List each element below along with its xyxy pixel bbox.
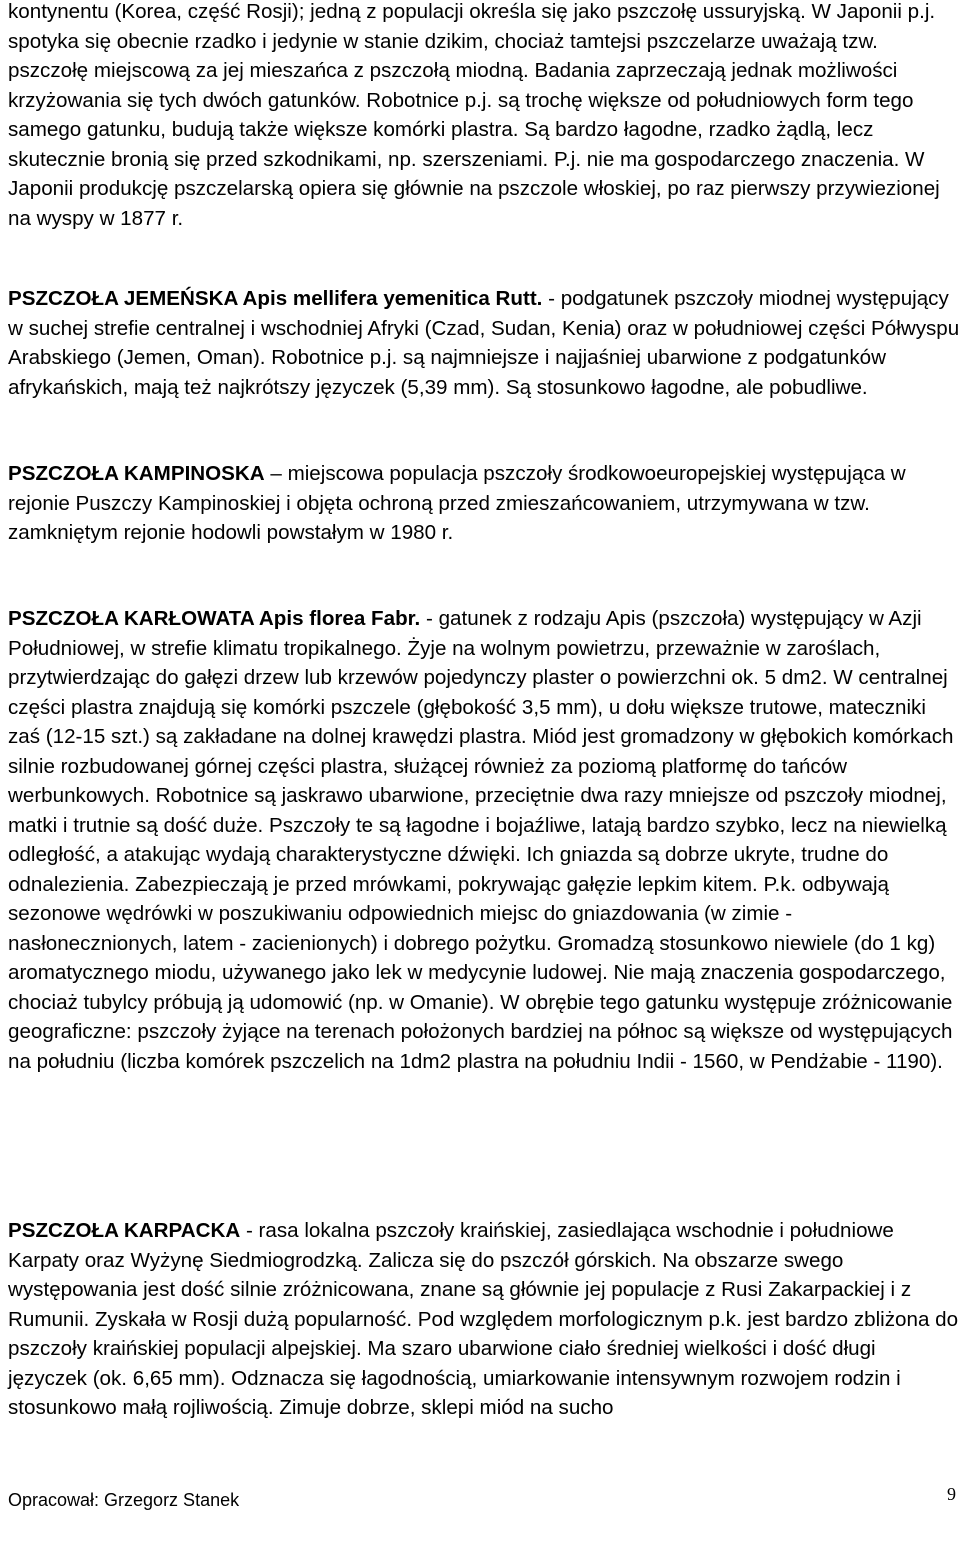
jemenska-heading: PSZCZOŁA JEMEŃSKA Apis mellifera yemenitica Rutt. <box>8 287 543 310</box>
karpacka-paragraph <box>8 1216 960 1423</box>
karpacka-text: - rasa lokalna pszczoły kraińskiej, zasiedlająca wschodnie i południowe Karpaty oraz Wyżynę Siedmiogrodzką. Zalicza się do pszczół górskich. Na obszarze swego występowania jest dość silnie zróżnicowana, znane są głównie jej populacje z Rusi Zakarpackiej i z Rumunii. Zyskała w Rosji dużą popularność. Pod względem morfologicznym p.k. jest bardzo zbliżona do pszczoły kraińskiej populacji alpejskiej. Ma szaro ubarwione ciało średniej wielkości i dość długi języczek (ok. 6,65 mm). Odznacza się łagodnością, umiarkowanie intensywnym rozwojem rodzin i stosunkowo małą rojliwością. Zimuje dobrze, sklepi miód na sucho <box>8 1219 959 1419</box>
footer-author: Opracował: Grzegorz Stanek <box>8 1490 240 1510</box>
karlowata-paragraph <box>8 604 960 1076</box>
kampinoska-paragraph <box>8 459 960 548</box>
kampinoska-heading: PSZCZOŁA KAMPINOSKA <box>8 462 265 485</box>
kampinoska-text: – miejscowa populacja pszczoły środkowoeuropejskiej występująca w rejonie Puszczy Kampinoskiej i objęta ochroną przed zmieszańcowaniem, utrzymywana w tzw. zamkniętym rejonie hodowli powstałym w 1980 r. <box>8 462 906 544</box>
page-number: 9 <box>947 1484 956 1504</box>
intro-text: kontynentu (Korea, część Rosji); jedną z populacji określa się jako pszczołę ussuryjską. W Japonii p.j. spotyka się obecnie rzadko i jedynie w stanie dzikim, chociaż tamtejsi pszczelarze uważają tzw. pszczołę miejscową za jej mieszańca z pszczołą miodną. Badania zaprzeczają jednak możliwości krzyżowania się tych dwóch gatunków. Robotnice p.j. są trochę większe od południowych form tego samego gatunku, budują także większe komórki plastra. Są bardzo łagodne, rzadko żądlą, lecz skutecznie bronią się przed szkodnikami, np. szerszeniami. P.j. nie ma gospodarczego znaczenia. W Japonii produkcję pszczelarską opiera się głównie na pszczole włoskiej, po raz pierwszy przywiezionej na wyspy w 1877 r. <box>8 0 940 230</box>
jemenska-paragraph <box>8 284 960 402</box>
karlowata-text: - gatunek z rodzaju Apis (pszczoła) występujący w Azji Południowej, w strefie klimatu tropikalnego. Żyje na wolnym powietrzu, przeważnie w zaroślach, przytwierdzając do gałęzi drzew lub krzewów pojedynczy plaster o powierzchni ok. 5 dm2. W centralnej części plastra znajdują się komórki pszczele (głębokość 3,5 mm), u dołu większe trutowe, mateczniki zaś (12-15 szt.) są zakładane na dolnej krawędzi plastra. Miód jest gromadzony w głębokich komórkach silnie rozbudowanej górnej części plastra, służącej również za poziomą platformę do tańców werbunkowych. Robotnice są jaskrawo ubarwione, przeciętnie dwa razy mniejsze od pszczoły miodnej, matki i trutnie są dość duże. Pszczoły te są łagodne i bojaźliwe, latają bardzo szybko, lecz na niewielką odległość, a atakując wydają charakterystyczne dźwięki. Ich gniazda są dobrze ukryte, trudne do odnalezienia. Zabezpieczają je przed mrówkami, pokrywając gałęzie lepkim kitem. P.k. odbywają sezonowe wędrówki w poszukiwaniu odpowiednich miejsc do gniazdowania (w zimie - nasłonecznionych, latem - zacienionych) i dobrego pożytku. Gromadzą stosunkowo niewiele (do 1 kg) aromatycznego miodu, używanego jako lek w medycynie ludowej. Nie mają znaczenia gospodarczego, chociaż tubylcy próbują ją udomowić (np. w Omanie). W obrębie tego gatunku występuje zróżnicowanie geograficzne: pszczoły żyjące na terenach położonych bardziej na północ są większe od występujących na południu (liczba komórek pszczelich na 1dm2 plastra na południu Indii - 1560, w Pendżabie - 1190). <box>8 607 954 1073</box>
karpacka-heading: PSZCZOŁA KARPACKA <box>8 1219 241 1242</box>
intro-paragraph <box>8 0 960 233</box>
karlowata-heading: PSZCZOŁA KARŁOWATA Apis florea Fabr. <box>8 607 421 630</box>
jemenska-text: - podgatunek pszczoły miodnej występujący w suchej strefie centralnej i wschodniej Afryki (Czad, Sudan, Kenia) oraz w południowej części Półwyspu Arabskiego (Jemen, Oman). Robotnice p.j. są najmniejsze i najjaśniej ubarwione z podgatunków afrykańskich, mają też najkrótszy języczek (5,39 mm). Są stosunkowo łagodne, ale pobudliwe. <box>8 287 960 399</box>
